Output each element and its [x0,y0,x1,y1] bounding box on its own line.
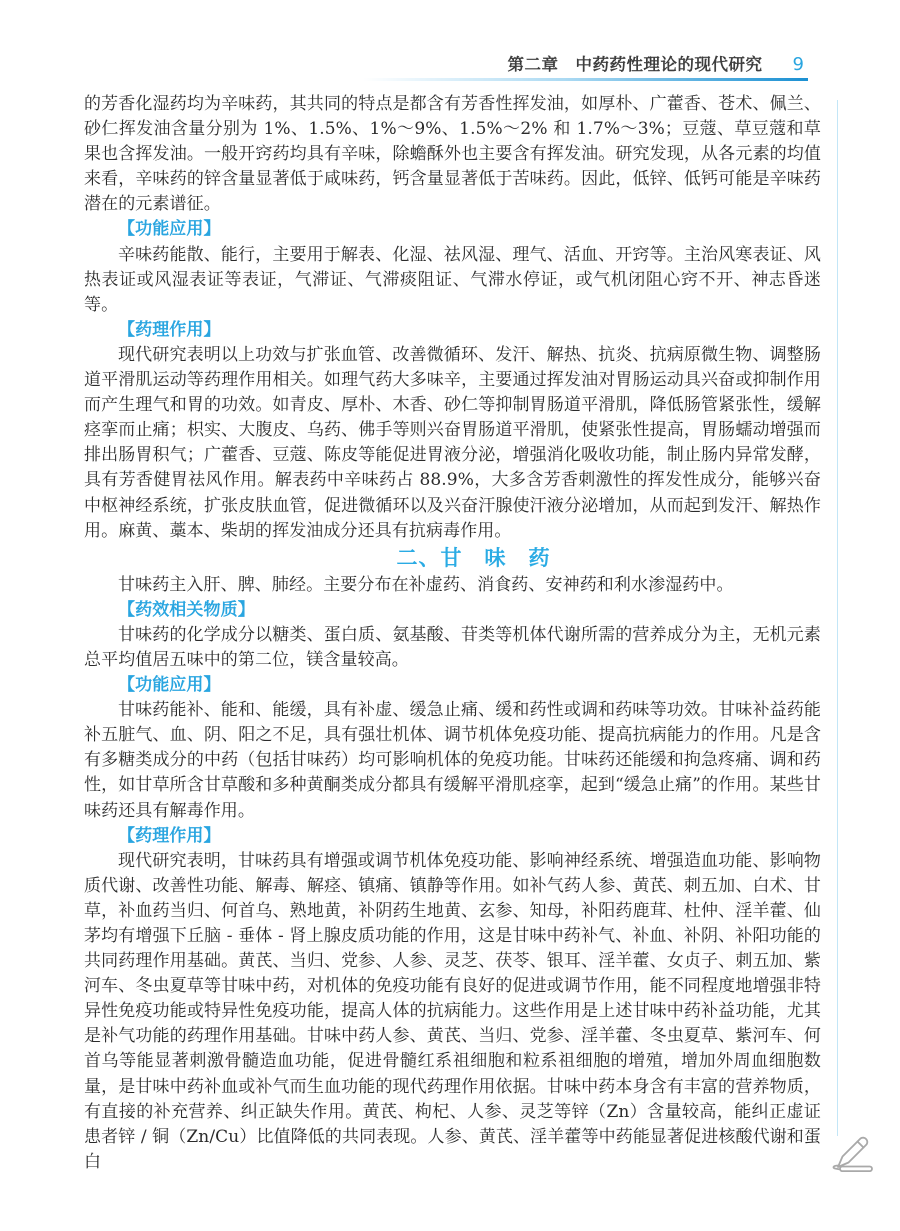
body-paragraph: 现代研究表明，甘味药具有增强或调节机体免疫功能、影响神经系统、增强造血功能、影响物质代谢、改善性功能、解毒、解痉、镇痛、镇静等作用。如补气药人参、黄芪、刺五加、白术、甘草，补血药当归、何首乌、熟地黄，补阴药生地黄、玄参、知母，补阳药鹿茸、杜仲、淫羊藿、仙茅均有增强下丘脑 - 垂体 - 肾上腺皮质功能的作用，这是甘味中药补气、补血、补阴、补阳功能的共同药理作用基础。黄芪、当归、党参、人参、灵芝、茯苓、银耳、淫羊藿、女贞子、刺五加、紫河车、冬虫夏草等甘味中药，对机体的免疫功能有良好的促进或调节作用，能不同程度地增强非特异性免疫功能或特异性免疫功能，提高人体的抗病能力。这些作用是上述甘味中药补益功能，尤其是补气功能的药理作用基础。甘味中药人参、黄芪、当归、党参、淫羊藿、冬虫夏草、紫河车、何首乌等能显著刺激骨髓造血功能，促进骨髓红系祖细胞和粒系祖细胞的增殖，增加外周血细胞数量，是甘味中药补血或补气而生血功能的现代药理作用依据。甘味中药本身含有丰富的营养物质，有直接的补充营养、纠正缺失作用。黄芪、枸杞、人参、灵芝等锌（Zn）含量较高，能纠正虚证患者锌 / 铜（Zn/Cu）比值降低的共同表现。人参、黄芪、淫羊藿等中药能显著促进核酸代谢和蛋白 [84,850,821,1172]
section-label-pharmacology-2: 【药理作用】 [118,825,221,846]
body-paragraph: 甘味药能补、能和、能缓，具有补虚、缓急止痛、缓和药性或调和药味等功效。甘味补益药能补五脏气、血、阴、阳之不足，具有强壮机体、调节机体免疫功能、提高抗病能力的作用。凡是含有多糖类成分的中药（包括甘味药）均可影响机体的免疫功能。甘味药还能缓和拘急疼痛、调和药性，如甘草所含甘草酸和多种黄酮类成分都具有缓解平滑肌痉挛，起到“缓急止痛”的作用。某些甘味药还具有解毒作用。 [84,700,821,821]
section-label-function-application-1: 【功能应用】 [118,219,221,240]
body-paragraph: 甘味药主入肝、脾、肺经。主要分布在补虚药、消食药、安神药和利水渗湿药中。 [118,574,734,595]
header-rule [363,78,808,81]
body-paragraph: 的芳香化湿药均为辛味药，其共同的特点是都含有芳香性挥发油，如厚朴、广藿香、苍术、佩兰、砂仁挥发油含量分别为 1%、1.5%、1%～9%、1.5%～2% 和 1.7%～3%；豆蔻、草豆蔻和草果也含挥发油。一般开窍药均具有辛味，除蟾酥外也主要含有挥发油。研究发现，从各元素的均值来看，辛味药的锌含量显著低于咸味药，钙含量显著低于苦味药。因此，低锌、低钙可能是辛味药潜在的元素谱征。 [84,94,821,215]
pencil-icon [824,1132,880,1180]
section-label-function-application-2: 【功能应用】 [118,675,221,696]
section-heading-sweet-medicines: 二、甘 味 药 [396,545,551,570]
section-label-pharmacology-1: 【药理作用】 [118,319,221,340]
page-number: 9 [792,54,804,75]
running-head [84,51,804,75]
page-body [84,92,821,1175]
body-paragraph: 现代研究表明以上功效与扩张血管、改善微循环、发汗、解热、抗炎、抗病原微生物、调整肠道平滑肌运动等药理作用相关。如理气药大多味辛，主要通过挥发油对胃肠运动具兴奋或抑制作用而产生理气和胃的功效。如青皮、厚朴、木香、砂仁等抑制胃肠道平滑肌，降低肠管紧张性，缓解痉挛而止痛；枳实、大腹皮、乌药、佛手等则兴奋胃肠道平滑肌，使紧张性提高，胃肠蠕动增强而排出肠胃积气；广藿香、豆蔻、陈皮等能促进胃液分泌，增强消化吸收功能，制止肠内异常发酵，具有芳香健胃祛风作用。解表药中辛味药占 88.9%，大多含芳香刺激性的挥发性成分，能够兴奋中枢神经系统，扩张皮肤血管，促进微循环以及兴奋汗腺使汗液分泌增加，从而起到发汗、解热作用。麻黄、藁本、柴胡的挥发油成分还具有抗病毒作用。 [84,344,821,541]
right-margin-guide [837,100,838,1136]
body-paragraph: 辛味药能散、能行，主要用于解表、化湿、祛风湿、理气、活血、开窍等。主治风寒表证、风热表证或风湿表证等表证，气滞证、气滞痰阻证、气滞水停证，或气机闭阻心窍不开、神志昏迷等。 [84,244,821,315]
body-paragraph: 甘味药的化学成分以糖类、蛋白质、氨基酸、苷类等机体代谢所需的营养成分为主，无机元素总平均值居五味中的第二位，镁含量较高。 [84,624,821,670]
chapter-title: 第二章 中药药性理论的现代研究 [507,55,763,74]
section-label-effective-substances: 【药效相关物质】 [118,599,255,620]
